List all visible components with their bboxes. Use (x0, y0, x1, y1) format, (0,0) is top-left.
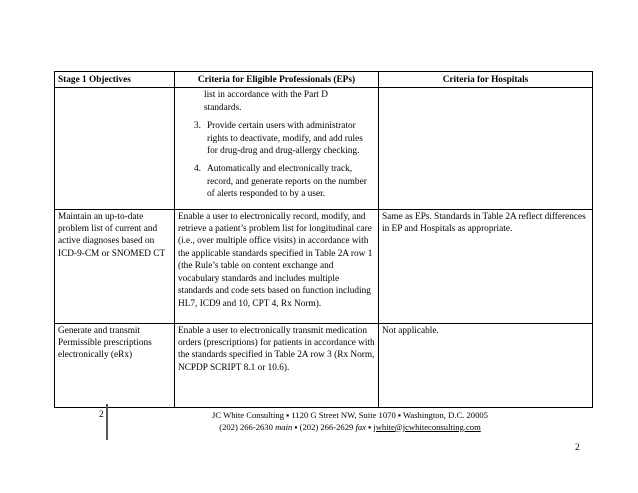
footer-phone-main-label: main (275, 421, 293, 432)
continued-line: list in accordance with the Part D (204, 90, 328, 101)
table-header-row (55, 72, 593, 88)
header-ep-criteria: Criteria for Eligible Professionals (EPs) (175, 72, 379, 88)
ep-criteria-cell: Enable a user to electronically record, modify, and retrieve a patient’s problem list for longitudinal care (i.e., over multiple office visits) in accordance with the applicable standards specified in Table 2A row 1 (the Rule’s table on content exchange and vocabulary standards and includes multiple standards and code sets based on function including HL7, ICD9 and 10, CPT 4, Rx Norm). (175, 209, 379, 323)
footer-page-number: 2 (99, 410, 104, 420)
objective-cell: Generate and transmit Permissible prescriptions electronically (eRx) (55, 323, 175, 407)
list-number: 4. (194, 164, 201, 175)
footer-email-link[interactable]: jwhite@jcwhiteconsulting.com (373, 421, 481, 432)
footer-line-1 (150, 410, 550, 422)
criteria-list (178, 120, 375, 200)
hospital-criteria-cell (379, 88, 593, 209)
continued-line: standards. (204, 102, 242, 113)
ep-criteria-cell: Enable a user to electronically transmit medication orders (prescriptions) for patients in accordance with the standards specified in Table 2A row 3 (Rx Norm, NCPDP SCRIPT 8.1 or 10.6). (175, 323, 379, 407)
hospital-criteria-cell: Same as EPs. Standards in Table 2A reflect differences in EP and Hospitals as appropriate. (379, 209, 593, 323)
header-hospital-criteria: Criteria for Hospitals (379, 72, 593, 88)
table-row (55, 323, 593, 407)
footer-phone-main: (202) 266-2630 (219, 421, 273, 432)
footer-address: 1120 G Street NW, Suite 1070 (291, 410, 396, 420)
separator-icon: ▪ (286, 410, 290, 420)
list-item (178, 120, 375, 157)
footer-line-2 (150, 422, 550, 434)
list-item (178, 163, 375, 200)
criteria-table (54, 71, 593, 408)
objective-cell: Maintain an up-to-date problem list of current and active diagnoses based on ICD-9-CM or SNOMED CT (55, 209, 175, 323)
list-item-text: Automatically and electronically track, record, and generate reports on the number of alerts responded to by a user. (207, 164, 367, 200)
footer-contact (150, 410, 550, 433)
footer-phone-fax: (202) 266-2629 (299, 421, 354, 432)
footer-city: Washington, D.C. 20005 (402, 410, 488, 420)
footer-phone-fax-label: fax (355, 421, 366, 432)
header-stage1-objectives: Stage 1 Objectives (55, 72, 175, 88)
separator-icon: ▪ (397, 410, 401, 420)
page-number: 2 (575, 443, 580, 453)
ep-criteria-cell (175, 88, 379, 209)
objective-cell (55, 88, 175, 209)
footer-company: JC White Consulting (212, 410, 284, 420)
separator-icon: ▪ (294, 421, 298, 432)
list-number: 3. (194, 121, 201, 132)
table-row (55, 209, 593, 323)
table-row (55, 88, 593, 209)
footer-divider (106, 404, 108, 440)
list-item-text: Provide certain users with administrator rights to deactivate, modify, and add rules for drug-drug and drug-allergy checking. (207, 121, 363, 157)
separator-icon: ▪ (368, 421, 372, 432)
hospital-criteria-cell: Not applicable. (379, 323, 593, 407)
